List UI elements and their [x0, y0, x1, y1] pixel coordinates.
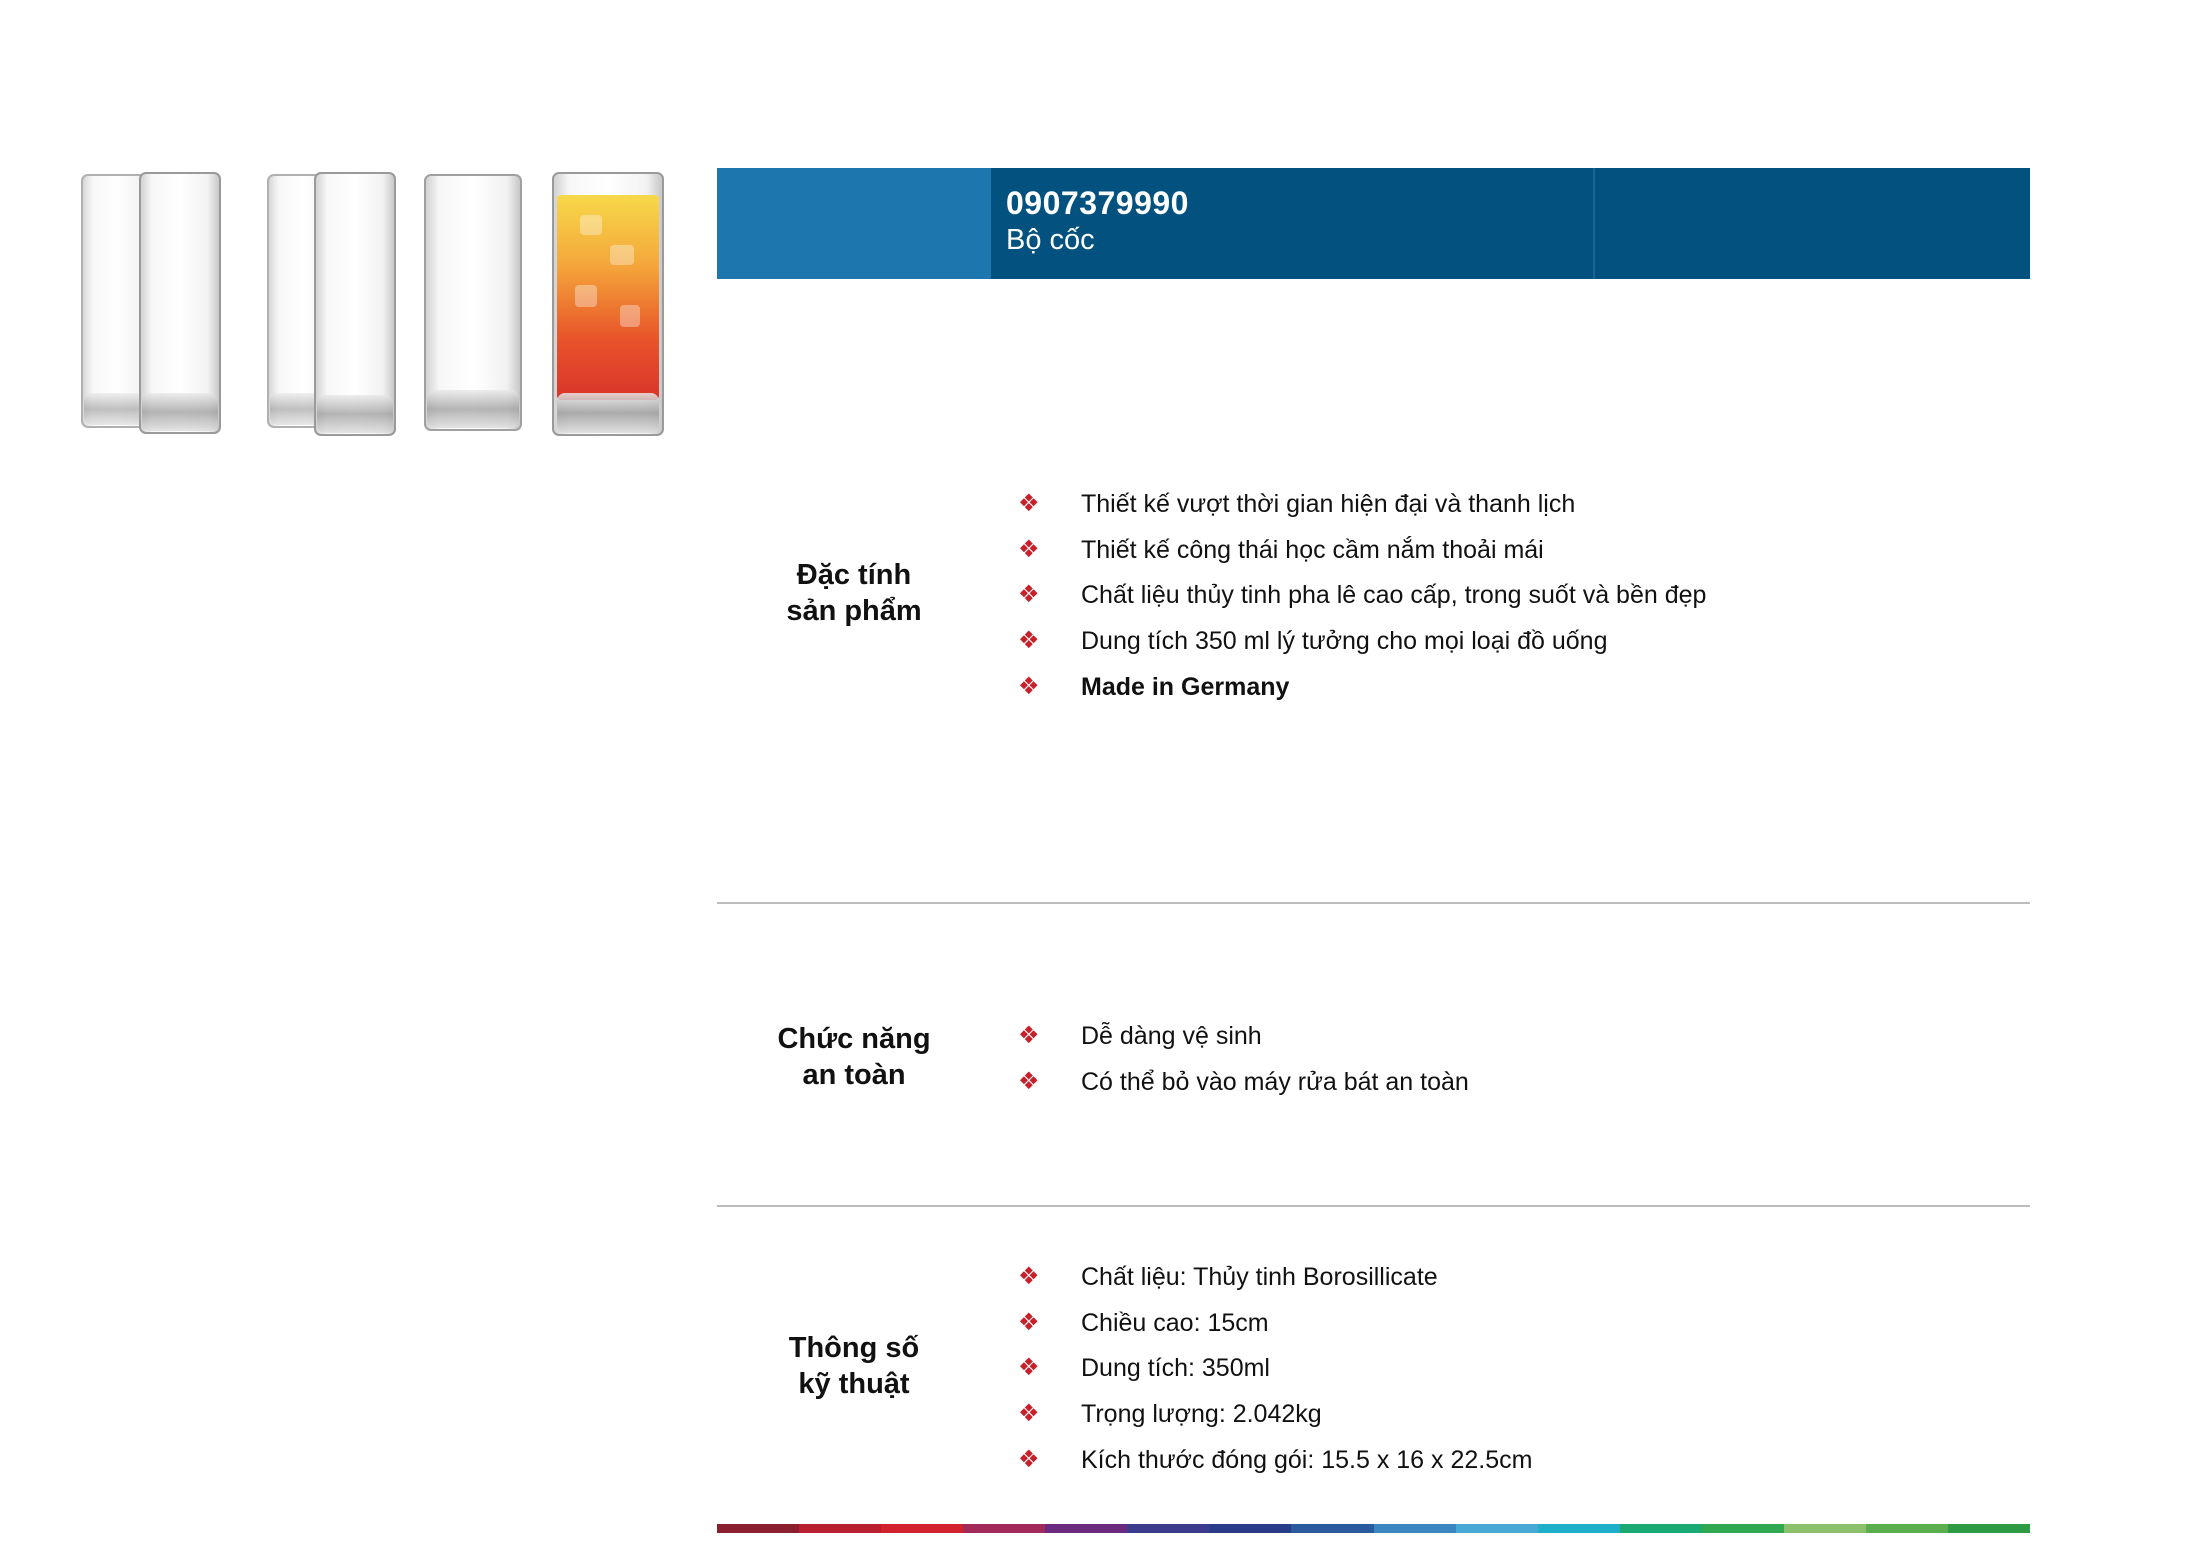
color-bar-segment: [717, 1524, 799, 1533]
color-bar-segment: [799, 1524, 881, 1533]
diamond-bullet-icon: ❖: [1018, 1022, 1040, 1049]
product-name: Bộ cốc: [1006, 224, 1095, 256]
section-label-features: Đặc tính sản phẩm: [786, 559, 922, 627]
section-label-safety: Chức năng an toàn: [777, 1023, 931, 1091]
color-bar-segment: [1620, 1524, 1702, 1533]
color-bar-segment: [1291, 1524, 1373, 1533]
color-bar-segment: [1045, 1524, 1127, 1533]
header-accent-block: [717, 168, 991, 279]
color-bar-segment: [881, 1524, 963, 1533]
color-bar-segment: [963, 1524, 1045, 1533]
header-divider: [1593, 168, 1595, 279]
product-header: [717, 168, 2030, 279]
glass-set-icon: [80, 165, 680, 445]
diamond-bullet-icon: ❖: [1018, 1308, 1040, 1336]
diamond-bullet-icon: ❖: [1018, 627, 1040, 655]
color-bar-segment: [1374, 1524, 1456, 1533]
diamond-bullet-icon: ❖: [1018, 1400, 1040, 1428]
diamond-bullet-icon: ❖: [1018, 1354, 1040, 1382]
color-bar-segment: [1784, 1524, 1866, 1533]
diamond-bullet-icon: ❖: [1018, 535, 1040, 563]
diamond-bullet-icon: ❖: [1018, 672, 1040, 700]
product-photo: [80, 165, 680, 445]
diamond-bullet-icon: ❖: [1018, 1067, 1040, 1095]
diamond-bullet-icon: ❖: [1018, 1263, 1040, 1290]
color-bar-segment: [1702, 1524, 1784, 1533]
color-bar-segment: [1209, 1524, 1291, 1533]
color-bar-segment: [1948, 1524, 2030, 1533]
section-label-specs: Thông số kỹ thuật: [788, 1332, 920, 1400]
diamond-bullet-icon: ❖: [1018, 581, 1040, 609]
color-bar-segment: [1538, 1524, 1620, 1533]
color-bar-segment: [1127, 1524, 1209, 1533]
product-code: 0907379990: [1006, 185, 1189, 221]
section-divider: [717, 902, 2030, 904]
diamond-bullet-icon: ❖: [1018, 490, 1040, 517]
color-bar-segment: [1866, 1524, 1948, 1533]
color-bar-segment: [1456, 1524, 1538, 1533]
diamond-bullet-icon: ❖: [1018, 1445, 1040, 1473]
footer-color-bar: [717, 1524, 2030, 1533]
section-divider: [717, 1205, 2030, 1207]
